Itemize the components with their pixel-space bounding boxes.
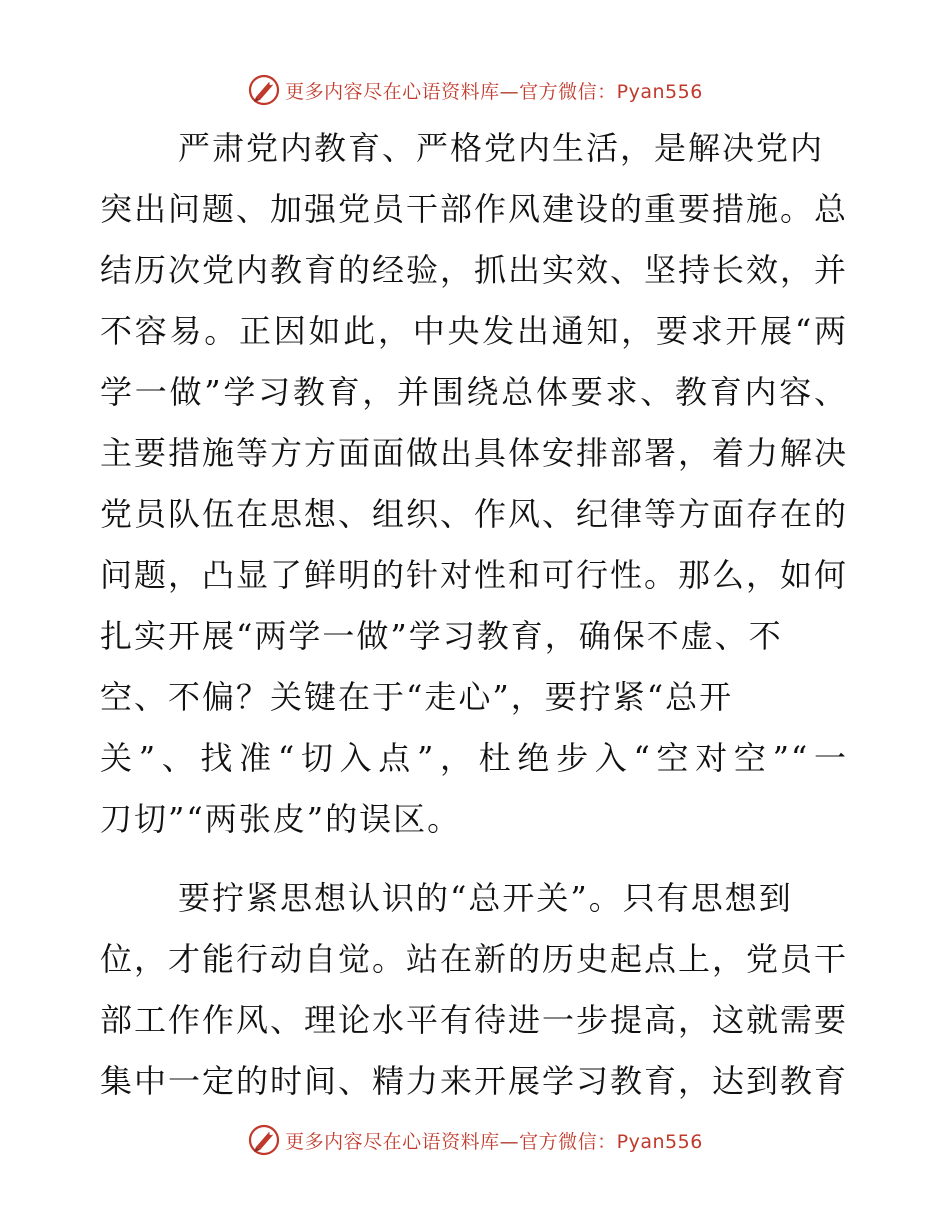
header-banner-text <box>285 77 703 104</box>
document-body <box>100 118 848 1112</box>
paragraph-1 <box>100 118 848 850</box>
footer-banner-text <box>285 1127 703 1154</box>
text-line: 扎实开展“两学一做”学习教育，确保不虚、不 <box>100 617 783 655</box>
text-line: 不容易。正因如此，中央发出通知，要求开展“两 <box>100 312 848 350</box>
header-banner <box>0 70 950 110</box>
paragraph-2 <box>100 868 848 1112</box>
pen-logo-icon <box>247 1123 281 1157</box>
text-line: 集中一定的时间、精力来开展学习教育，达到教育 <box>100 1062 848 1100</box>
text-line: 关”、找准“切入点”，杜绝步入“空对空”“一 <box>100 739 848 777</box>
footer-banner-content <box>247 1123 703 1157</box>
text-line: 学一做”学习教育，并围绕总体要求、教育内容、 <box>100 373 848 411</box>
paragraph-gap <box>100 850 848 868</box>
footer-site-name: 更多内容尽在心语资料库 <box>285 1130 500 1153</box>
text-line: 部工作作风、理论水平有待进一步提高，这就需要 <box>100 1001 848 1039</box>
footer-separator: — <box>499 1130 520 1153</box>
footer-contact: 官方微信：Pyan556 <box>519 1130 703 1153</box>
text-line: 刀切”“两张皮”的误区。 <box>100 800 462 838</box>
footer-banner <box>0 1120 950 1160</box>
header-separator: — <box>499 80 520 103</box>
text-line: 党员队伍在思想、组织、作风、纪律等方面存在的 <box>100 495 848 533</box>
text-line: 主要措施等方方面面做出具体安排部署，着力解决 <box>100 434 848 472</box>
text-line: 位，才能行动自觉。站在新的历史起点上，党员干 <box>100 940 848 978</box>
text-line: 问题，凸显了鲜明的针对性和可行性。那么，如何 <box>100 556 848 594</box>
text-line: 要拧紧思想认识的“总开关”。只有思想到 <box>178 879 793 917</box>
pen-logo-icon <box>247 73 281 107</box>
header-contact: 官方微信：Pyan556 <box>519 80 703 103</box>
header-site-name: 更多内容尽在心语资料库 <box>285 80 500 103</box>
text-line: 严肃党内教育、严格党内生活，是解决党内 <box>178 129 825 167</box>
text-line: 突出问题、加强党员干部作风建设的重要措施。总 <box>100 190 848 228</box>
text-line: 空、不偏？关键在于“走心”，要拧紧“总开 <box>100 678 734 716</box>
text-line: 结历次党内教育的经验，抓出实效、坚持长效，并 <box>100 251 848 289</box>
header-banner-content <box>247 73 703 107</box>
